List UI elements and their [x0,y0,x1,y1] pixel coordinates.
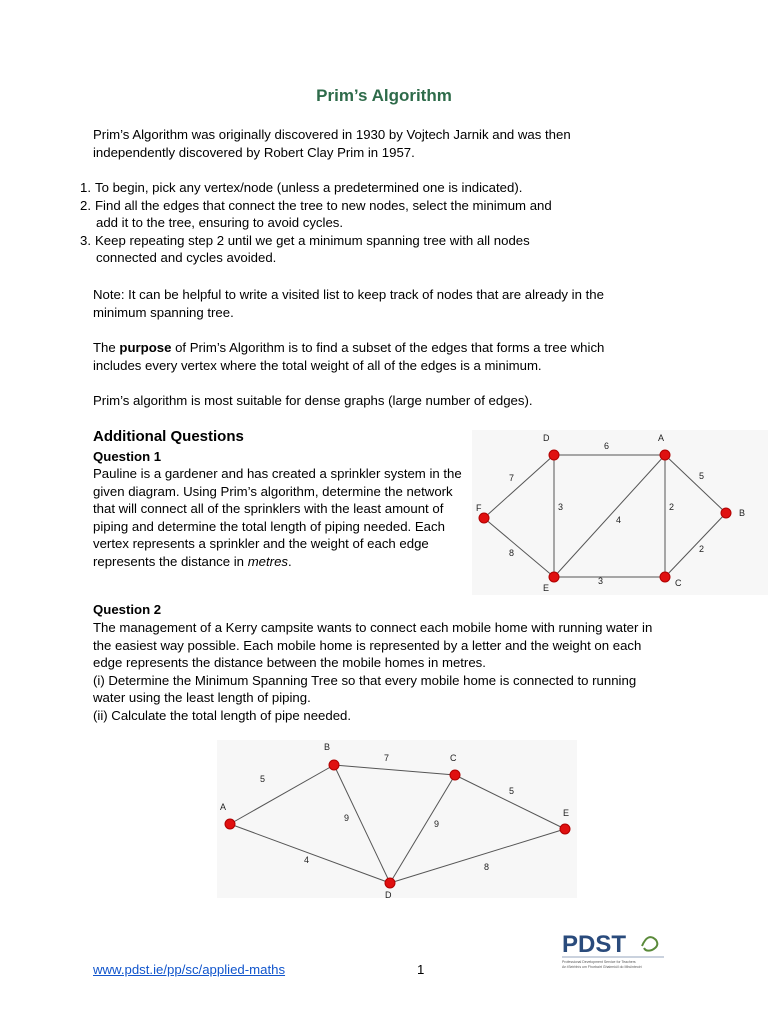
logo-text: PDST [562,931,627,958]
graph-node [549,450,559,460]
weight-label: 3 [598,576,604,586]
graph2-background [217,740,577,898]
graph-node [450,770,460,780]
step-text: Find all the edges that connect the tree to new nodes, select the minimum and [95,197,552,213]
q2-line: (ii) Calculate the total length of pipe needed. [93,707,352,723]
graph1-diagram [470,428,768,598]
weight-label: 3 [558,502,564,512]
weight-label: 6 [604,441,610,451]
intro-paragraph: Prim’s Algorithm was originally discovered in 1930 by Vojtech Jarnik and was then independently discovered by Robert Clay Prim in 1957. [93,127,571,160]
purpose-post: of Prim’s Algorithm is to find a subset of the edges that forms a tree which includes every vertex where the total weight of all of the edges is a minimum. [93,340,605,373]
graph-node [721,508,731,518]
node-label: B [739,508,746,518]
node-label: A [658,433,665,443]
step-number: 2. [80,197,91,213]
weight-label: 9 [344,813,350,823]
question1-text [93,465,465,571]
purpose-bold: purpose [119,340,172,355]
logo-sub-ga: An tSeirbhís um Fhorbairt Ghairmiúil do Mhúinteoirí [562,965,642,969]
weight-label: 4 [304,855,310,865]
graph-node [329,760,339,770]
step-text: Keep repeating step 2 until we get a minimum spanning tree with all nodes [95,232,530,248]
graph-node [660,572,670,582]
node-label: E [563,808,570,818]
graph-node [225,819,235,829]
graph2-diagram [215,738,580,900]
graph-node [560,824,570,834]
weight-label: 8 [509,548,515,558]
weight-label: 7 [509,473,515,483]
weight-label: 5 [699,471,705,481]
q1-end: . [288,553,292,569]
question2-heading: Question 2 [93,602,162,617]
weight-label: 2 [669,502,675,512]
step-continuation: add it to the tree, ensuring to avoid cycles. [96,215,344,231]
graph-node [385,878,395,888]
step-text: To begin, pick any vertex/node (unless a predetermined one is indicated). [95,180,523,195]
q2-line: (i) Determine the Minimum Spanning Tree so that every mobile home is connected to running water using the least length of piping. [93,672,637,706]
logo-swirl-icon [642,937,657,951]
list-item [80,179,650,197]
note-paragraph: Note: It can be helpful to write a visited list to keep track of nodes that are already in the minimum spanning tree. [93,287,604,320]
purpose-pre: The [93,340,120,355]
weight-label: 8 [484,862,490,872]
logo-sub-en: Professional Development Service for Teachers [562,960,636,964]
step-number: 3. [80,232,91,248]
graph-node [479,513,489,523]
weight-label: 4 [616,515,622,525]
node-label: D [385,890,392,900]
section-heading: Additional Questions [93,428,244,445]
pdst-logo [560,926,670,972]
step-number: 1. [80,180,91,195]
graph-node [549,572,559,582]
weight-label: 5 [260,774,266,784]
weight-label: 7 [384,753,390,763]
steps-list [80,179,650,267]
node-label: C [675,578,682,588]
list-item [80,197,650,215]
q2-line: The management of a Kerry campsite wants to connect each mobile home with running water in the easiest way possible. Each mobile home is represented by a letter and the weight on each edge represents the distance between the mobile homes in metres. [93,620,653,671]
node-label: E [543,583,550,593]
weight-label: 2 [699,544,705,554]
question1-heading: Question 1 [93,449,162,464]
node-label: A [220,802,227,812]
weight-label: 9 [434,819,440,829]
question2-text [93,619,653,725]
dense-paragraph: Prim’s algorithm is most suitable for dense graphs (large number of edges). [93,393,533,408]
list-item [80,232,650,250]
weight-label: 5 [509,786,515,796]
node-label: B [324,742,331,752]
page-number: 1 [417,962,425,977]
graph-node [660,450,670,460]
q1-emphasis: metres [247,553,288,569]
node-label: D [543,433,550,443]
purpose-paragraph [93,339,653,374]
footer-link[interactable]: www.pdst.ie/pp/sc/applied-maths [93,962,286,977]
node-label: F [476,503,482,513]
step-continuation: connected and cycles avoided. [96,250,277,266]
node-label: C [450,753,457,763]
page-title: Prim’s Algorithm [316,86,452,105]
q1-text: Pauline is a gardener and has created a sprinkler system in the given diagram. Using Prim’s algorithm, determine the network that will connect all of the sprinklers with the least amount of piping and determine the total length of piping needed. Each vertex represents a sprinkler and the weight of each edge represents the distance in [93,466,462,569]
